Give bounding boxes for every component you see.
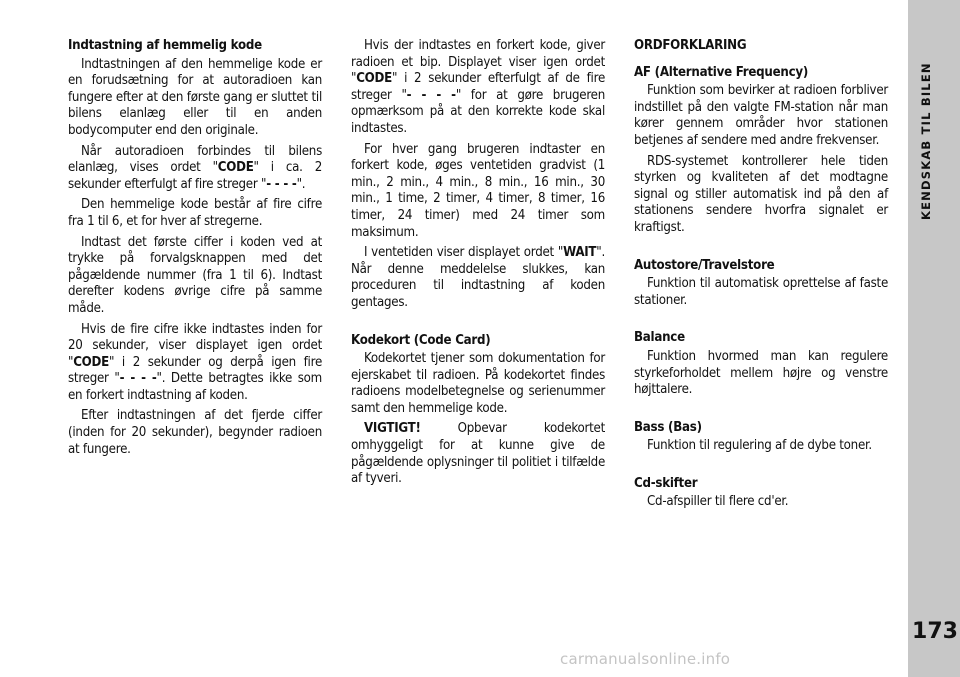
display-word-code: CODE	[356, 71, 392, 87]
paragraph: Efter indtastningen af det fjerde ciffer (inden for 20 sekunder), begynder radioen at fungere.	[68, 408, 322, 457]
section-heading-code-entry: Indtastning af hemmelig kode	[68, 38, 262, 53]
column-3	[634, 38, 888, 515]
paragraph: Funktion til automatisk oprettelse af faste stationer.	[634, 276, 888, 308]
important-label: VIGTIGT!	[364, 421, 421, 437]
display-dashes: - - - -	[406, 87, 456, 103]
display-dashes: - - - -	[119, 371, 157, 387]
term-heading-bass: Bass (Bas)	[634, 419, 702, 435]
section-heading-glossary: ORDFORKLARING	[634, 38, 747, 53]
term-heading-balance: Balance	[634, 330, 685, 346]
paragraph: VIGTIGT! Opbevar kodekortet omhyggeligt for at kunne give de pågældende oplysninger til politiet i tilfælde af tyveri.	[351, 421, 605, 487]
term-heading-autostore: Autostore/Travelstore	[634, 257, 775, 273]
term-heading-af: AF (Alternative Frequency)	[634, 64, 809, 80]
watermark: carmanualsonline.info	[560, 650, 731, 668]
paragraph: Indtast det første ciffer i koden ved at trykke på forvalgsknappen med det pågældende nummer (fra 1 til 6). Indtast derefter kodens øvrige cifre på samme måde.	[68, 234, 322, 316]
paragraph: Hvis der indtastes en forkert kode, giver radioen et bip. Displayet viser igen ordet "CODE" i 2 sekunder efterfulgt af de fire streger "- - - -" for at gøre brugeren opmærksom på at den korrekte kode skal indtastes.	[351, 38, 605, 136]
paragraph: Når autoradioen forbindes til bilens elanlæg, vises ordet "CODE" i ca. 2 sekunder efterfulgt af fire streger "- - - -".	[68, 143, 322, 192]
display-word-code: CODE	[217, 160, 254, 176]
display-dashes: - - - -	[266, 176, 297, 192]
paragraph: I ventetiden viser displayet ordet "WAIT". Når denne meddelelse slukkes, kan proceduren til indtastning af koden gentages.	[351, 245, 605, 310]
paragraph: Cd-afspiller til flere cd'er.	[647, 494, 789, 510]
paragraph: Funktion hvormed man kan regulere styrkeforholdet mellem højre og venstre højttalere.	[634, 348, 888, 398]
paragraph: Hvis de fire cifre ikke indtastes inden for 20 sekunder, viser displayet igen ordet "CODE" i 2 sekunder og derpå igen fire streger "- - - -". Dette betragtes ikke som en forkert indtastning af koden.	[68, 321, 322, 403]
page-number: 173	[912, 619, 958, 644]
paragraph: Funktion til regulering af de dybe toner.	[647, 438, 872, 454]
paragraph: Indtastningen af den hemmelige kode er en forudsætning for at autoradioen kan fungere efter at den første gang er sluttet til bilens elanlæg eller til en anden bodycomputer end den originale.	[68, 56, 322, 138]
paragraph: Den hemmelige kode består af fire cifre fra 1 til 6, et for hver af stregerne.	[68, 197, 322, 229]
column-2	[351, 38, 605, 492]
display-word-wait: WAIT	[563, 245, 597, 261]
paragraph: RDS-systemet kontrollerer hele tiden styrken og kvaliteten af det modtagne signal og stiller automatisk ind på den af stationens sendere hvorfra signalet er kraftigst.	[634, 153, 888, 235]
display-word-code: CODE	[73, 354, 109, 370]
paragraph: Funktion som bevirker at radioen forbliver indstillet på den valgte FM-station når man kører gennem områder hvor stationen betjenes af sendere med andre frekvenser.	[634, 83, 888, 148]
section-heading-code-card: Kodekort (Code Card)	[351, 332, 491, 348]
paragraph: Kodekortet tjener som dokumentation for ejerskabet til radioen. På kodekortet findes radioens modelbetegnelse og serienummer samt den hemmelige kode.	[351, 351, 605, 416]
chapter-title: KENDSKAB TIL BILEN	[919, 62, 933, 220]
term-heading-cd-changer: Cd-skifter	[634, 475, 698, 491]
column-1	[68, 38, 322, 462]
paragraph: For hver gang brugeren indtaster en forkert kode, øges ventetiden gradvist (1 min., 2 min., 4 min., 8 min., 16 min., 30 min., 1 time, 2 timer, 4 timer, 8 timer, 16 timer, 24 timer) med 24 timer som maksimum.	[351, 141, 605, 240]
